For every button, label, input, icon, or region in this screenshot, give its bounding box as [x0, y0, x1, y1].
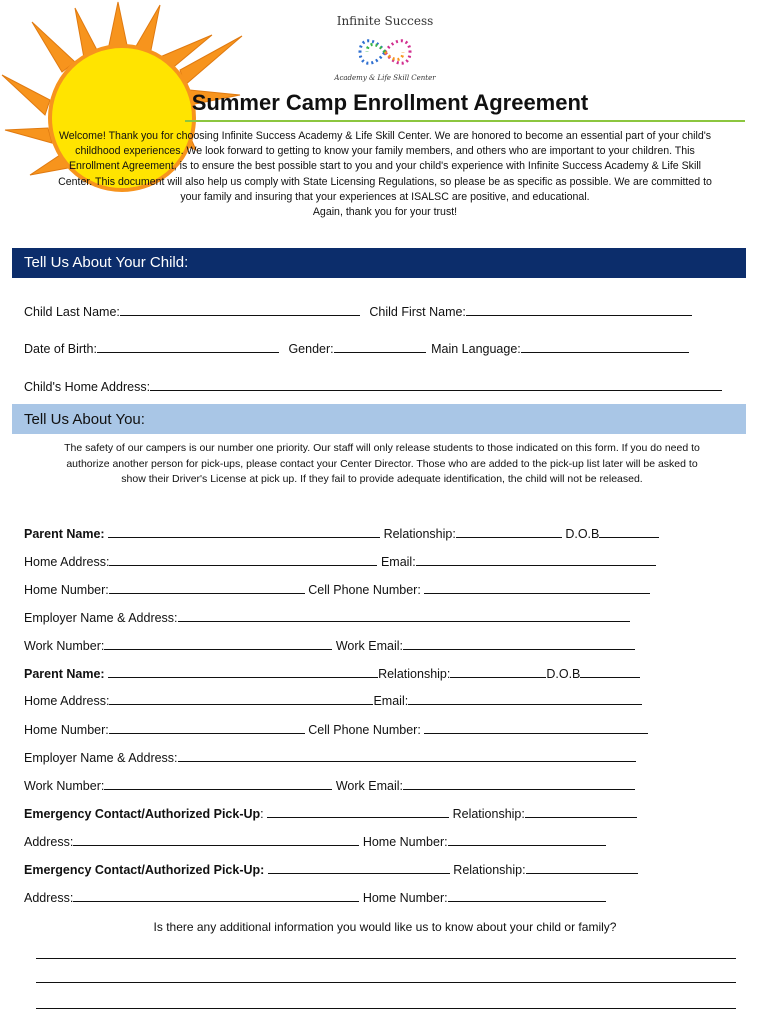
parent2-home-number-label: Home Number: — [24, 723, 109, 737]
additional-info-line-3[interactable] — [36, 1008, 736, 1009]
emergency1-relationship-field[interactable] — [525, 805, 637, 818]
parent1-cell-label: Cell Phone Number: — [308, 583, 421, 597]
emergency2-home-number-label: Home Number: — [362, 891, 448, 905]
additional-info-question: Is there any additional information you would like us to know about your child or family? — [153, 920, 617, 934]
child-language-field[interactable] — [521, 340, 689, 353]
child-name-row — [24, 303, 692, 319]
safety-paragraph — [24, 441, 740, 488]
parent1-employer-field[interactable] — [178, 609, 630, 622]
parent1-relationship-label: Relationship: — [383, 527, 456, 541]
parent2-email-label: Email: — [373, 694, 409, 708]
parent1-home-number-label: Home Number: — [24, 583, 109, 597]
child-address-field[interactable] — [150, 378, 722, 391]
parent2-dob-label: D.O.B — [546, 667, 581, 681]
emergency1-name-field[interactable] — [267, 805, 449, 818]
child-language-label: Main Language: — [431, 342, 521, 356]
parent1-address-row — [24, 553, 656, 569]
emergency1-row: Emergency Contact/Authorized Pick-Up: Relationship: — [24, 805, 637, 821]
parent1-dob-field[interactable] — [599, 525, 659, 538]
child-first-name-field[interactable] — [466, 303, 692, 316]
parent2-email-field[interactable] — [408, 692, 642, 705]
parent1-phone-row — [24, 581, 650, 597]
parent2-name-row — [24, 665, 640, 681]
infinity-icon — [355, 32, 415, 72]
child-gender-label: Gender: — [288, 342, 334, 356]
intro-line: your family and insuring that your experiences at ISALSC are positive, and educational. — [180, 190, 590, 203]
emergency1-address-field[interactable] — [73, 833, 359, 846]
child-dob-label: Date of Birth: — [24, 342, 97, 356]
parent1-employer-label: Employer Name & Address: — [24, 611, 178, 625]
emergency1-home-number-label: Home Number: — [362, 835, 448, 849]
emergency2-label: Emergency Contact/Authorized Pick-Up: — [24, 863, 265, 877]
additional-info-line-1[interactable] — [36, 958, 736, 959]
parent2-address-field[interactable] — [109, 692, 373, 705]
parent1-employer-row — [24, 609, 630, 625]
intro-line: Again, thank you for your trust! — [312, 206, 458, 219]
child-address-label: Child's Home Address: — [24, 380, 151, 394]
parent2-name-label: Parent Name: — [24, 667, 105, 681]
parent2-cell-label: Cell Phone Number: — [308, 723, 421, 737]
parent1-address-label: Home Address: — [24, 555, 110, 569]
parent1-home-number-field[interactable] — [109, 581, 305, 594]
safety-line: The safety of our campers is our number one priority. Our staff will only release students to those indicated on this form. If you do need to — [64, 442, 700, 454]
parent2-employer-field[interactable] — [178, 749, 636, 762]
parent2-employer-row — [24, 749, 636, 765]
parent1-work-number-field[interactable] — [104, 637, 332, 650]
emergency2-address-row — [24, 889, 606, 905]
safety-line: show their Driver's License at pick up. If they fail to provide adequate identification, the child will not be released. — [121, 473, 643, 485]
parent2-phone-row — [24, 721, 648, 737]
parent1-email-label: Email: — [380, 555, 416, 569]
section-heading-child: Tell Us About Your Child: — [12, 248, 746, 278]
emergency1-label: Emergency Contact/Authorized Pick-Up — [24, 807, 261, 821]
emergency1-address-row — [24, 833, 606, 849]
parent2-work-number-field[interactable] — [104, 777, 332, 790]
child-address-row — [24, 378, 722, 394]
parent1-work-email-field[interactable] — [403, 637, 635, 650]
child-first-name-label: Child First Name: — [369, 305, 466, 319]
emergency2-address-label: Address: — [24, 891, 74, 905]
parent2-home-number-field[interactable] — [109, 721, 305, 734]
parent2-work-row — [24, 777, 635, 793]
parent2-work-number-label: Work Number: — [24, 779, 105, 793]
child-last-name-field[interactable] — [120, 303, 360, 316]
logo-brand-text: Infinite Success — [336, 14, 434, 28]
parent2-work-email-field[interactable] — [403, 777, 635, 790]
intro-line: Welcome! Thank you for choosing Infinite Success Academy & Life Skill Center. We are honored to become an essential part of your child's — [58, 130, 712, 142]
child-dob-field[interactable] — [97, 340, 279, 353]
emergency2-relationship-label: Relationship: — [453, 863, 526, 877]
parent1-address-field[interactable] — [109, 553, 377, 566]
emergency2-row — [24, 861, 638, 877]
parent2-dob-field[interactable] — [580, 665, 640, 678]
safety-line: authorize another person for pick-ups, please contact your Center Director. Those who are added to the pick-up list later will be asked to — [66, 457, 698, 470]
emergency1-home-number-field[interactable] — [448, 833, 606, 846]
parent2-address-row — [24, 692, 642, 708]
intro-line: childhood experiences. We look forward to getting to know your family members, and others who are important to your children. This — [75, 145, 695, 158]
parent1-relationship-field[interactable] — [456, 525, 562, 538]
emergency2-name-field[interactable] — [268, 861, 450, 874]
emergency1-relationship-label: Relationship: — [452, 807, 525, 821]
intro-paragraph — [24, 129, 746, 220]
intro-line: Center. This document will also help us comply with State Licensing Regulations, so please be as specific as possible. We are committed to — [58, 175, 712, 188]
parent1-dob-label: D.O.B — [565, 527, 600, 541]
emergency1-address-label: Address: — [24, 835, 74, 849]
logo-sub-text: Academy & Life Skill Center — [334, 74, 436, 82]
academy-logo — [330, 10, 440, 86]
additional-info-line-2[interactable] — [36, 982, 736, 983]
parent1-work-email-label: Work Email: — [335, 639, 403, 653]
child-last-name-label: Child Last Name: — [24, 305, 120, 319]
emergency2-home-number-field[interactable] — [448, 889, 606, 902]
parent2-cell-field[interactable] — [424, 721, 648, 734]
parent1-work-number-label: Work Number: — [24, 639, 105, 653]
parent1-name-label: Parent Name: — [24, 527, 105, 541]
child-gender-field[interactable] — [334, 340, 426, 353]
child-details-row — [24, 340, 689, 356]
parent2-address-label: Home Address: — [24, 694, 110, 708]
page-title: Summer Camp Enrollment Agreement — [191, 90, 589, 115]
parent2-relationship-field[interactable] — [450, 665, 546, 678]
intro-line: Enrollment Agreement, is to ensure the best possible start to you and your child's experience with Infinite Success Academy & Life Skill — [68, 160, 702, 173]
emergency2-relationship-field[interactable] — [526, 861, 638, 874]
parent1-email-field[interactable] — [416, 553, 656, 566]
parent2-relationship-label: Relationship: — [378, 667, 451, 681]
parent1-work-row — [24, 637, 635, 653]
parent1-name-field[interactable] — [108, 525, 380, 538]
parent2-employer-label: Employer Name & Address: — [24, 751, 178, 765]
parent1-cell-field[interactable] — [424, 581, 650, 594]
title-divider — [185, 120, 745, 122]
emergency2-address-field[interactable] — [73, 889, 359, 902]
section-heading-you: Tell Us About You: — [12, 404, 746, 434]
parent1-name-row — [24, 525, 659, 541]
parent2-name-field[interactable] — [108, 665, 378, 678]
parent2-work-email-label: Work Email: — [335, 779, 403, 793]
